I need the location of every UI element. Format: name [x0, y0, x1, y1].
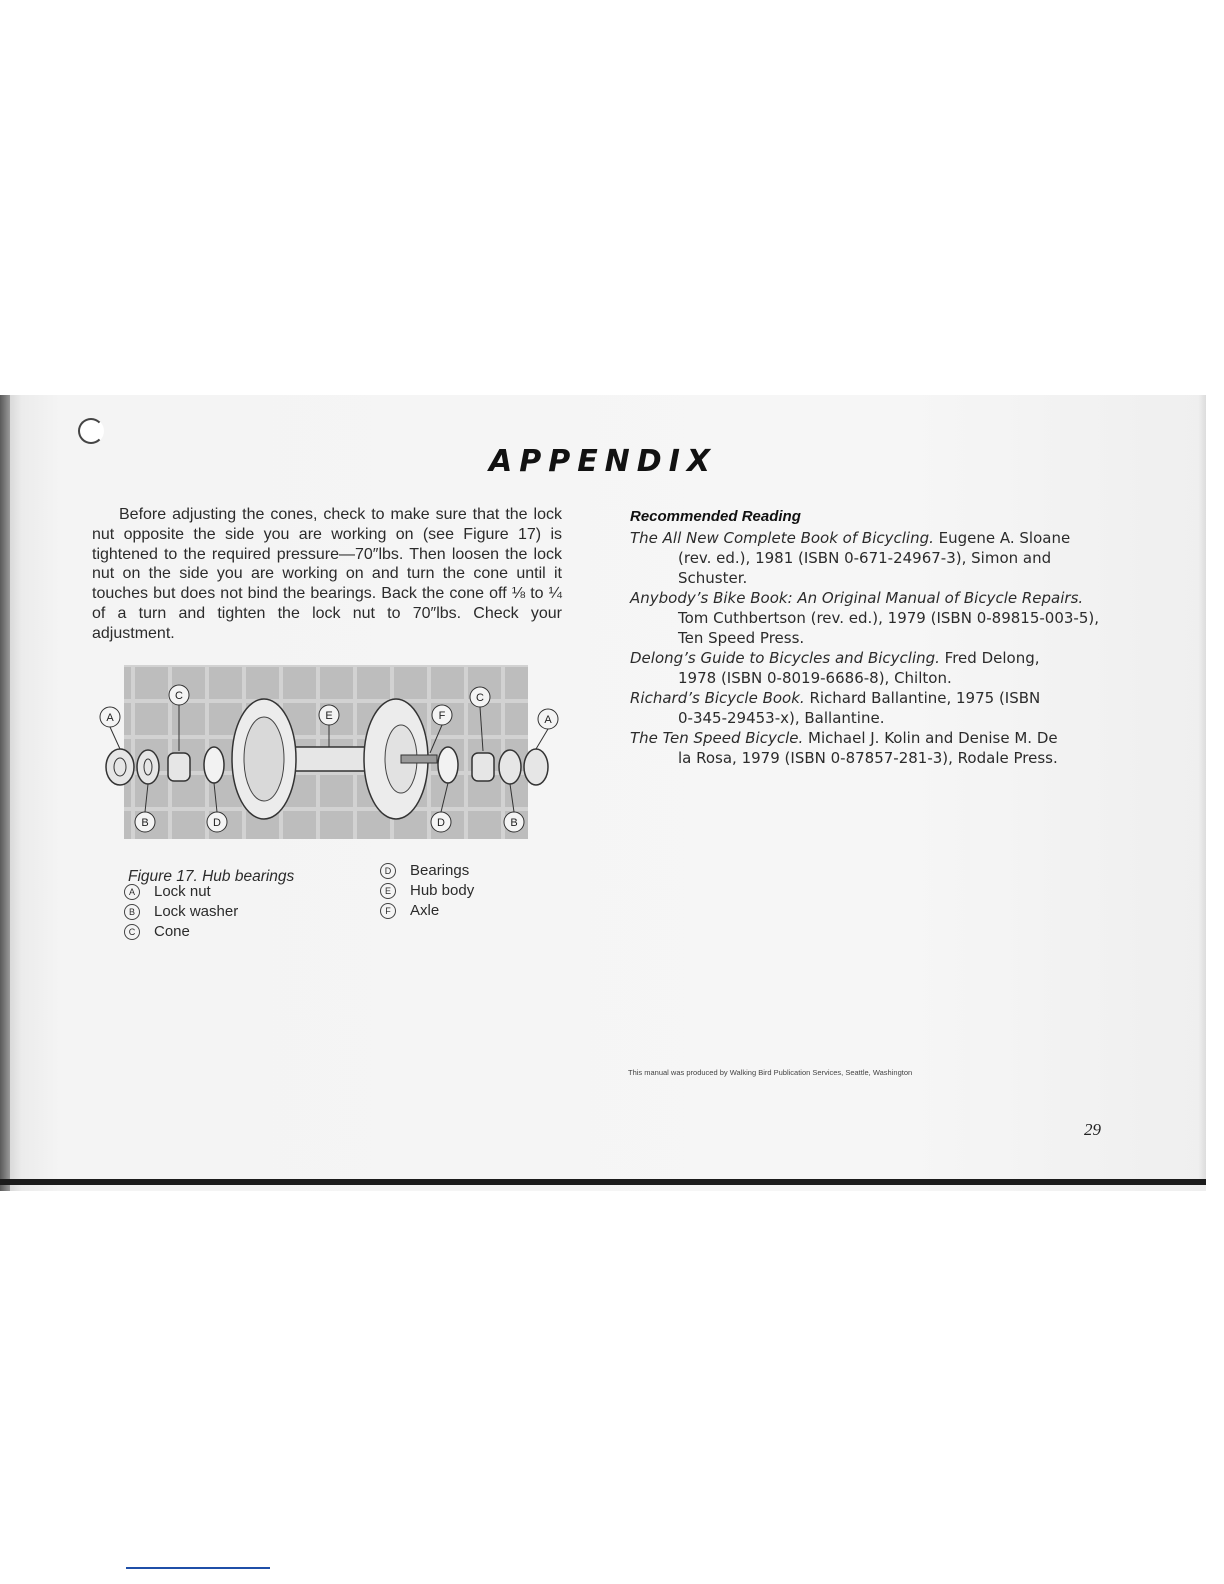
svg-text:D: D	[213, 817, 221, 829]
hub-bearings-diagram	[96, 665, 552, 847]
figure-caption: Figure 17. Hub bearings	[128, 868, 295, 885]
reference-details: (rev. ed.), 1981 (ISBN 0-671-24967-3), Simon and	[678, 549, 1052, 567]
svg-text:B: B	[510, 817, 518, 829]
svg-text:B: B	[141, 817, 149, 829]
lock-washer-left	[137, 750, 159, 784]
reference-author: Fred Delong,	[939, 649, 1040, 667]
reference-item	[630, 728, 1106, 768]
reference-title: Anybody’s Bike Book: An Original Manual of Bicycle Repairs.	[630, 589, 1084, 607]
cone-adjustment-paragraph: Before adjusting the cones, check to make sure that the lock nut opposite the side you are working on (see Figure 17) is tightened to the required pressure—70″lbs. Then loosen the lock nut on the side you are working on and turn the cone until it touches but does not bind the bearings. Back the cone off ⅛ to ¼ of a turn and tighten the lock nut to 70″lbs. Check your adjustment.	[92, 506, 562, 642]
recommended-reading-heading: Recommended Reading	[630, 508, 801, 525]
svg-text:E: E	[325, 710, 333, 722]
legend-letter-e: E	[380, 883, 396, 899]
reference-publisher: Ten Speed Press.	[678, 629, 805, 647]
blue-underline	[126, 1567, 270, 1569]
svg-text:A: A	[106, 712, 114, 724]
bearings-right	[438, 747, 458, 783]
legend-item-cone	[124, 923, 190, 940]
reference-title: The All New Complete Book of Bicycling.	[630, 529, 934, 547]
reference-details: 1978 (ISBN 0-8019-6686-8), Chilton.	[678, 669, 952, 687]
reference-title: Delong’s Guide to Bicycles and Bicycling.	[630, 649, 940, 667]
svg-text:A: A	[544, 714, 552, 726]
callout-a	[100, 707, 120, 749]
reference-title: The Ten Speed Bicycle.	[630, 729, 804, 747]
legend-item-lock-nut	[124, 883, 211, 900]
legend-letter-b: B	[124, 904, 140, 920]
punch-hole	[78, 418, 104, 444]
lock-washer-right	[499, 750, 521, 784]
reference-details: 0-345-29453-x), Ballantine.	[678, 709, 885, 727]
legend-label: Lock washer	[154, 903, 239, 920]
legend-label: Hub body	[410, 882, 475, 899]
cone-right	[472, 753, 494, 781]
page-bottom-edge	[0, 1179, 1206, 1185]
legend-label: Lock nut	[154, 883, 211, 900]
legend-label: Axle	[410, 902, 440, 919]
legend-letter-a: A	[124, 884, 140, 900]
legend-item-hub-body	[380, 882, 474, 899]
legend-item-axle	[380, 902, 439, 919]
binding-edge	[0, 395, 10, 1191]
reference-details: la Rosa, 1979 (ISBN 0-87857-281-3), Rodale Press.	[678, 749, 1058, 767]
lock-nut-right	[524, 749, 548, 785]
svg-text:C: C	[476, 692, 484, 704]
page-right-edge	[1198, 395, 1206, 1185]
reference-author: Richard Ballantine, 1975 (ISBN	[804, 689, 1041, 707]
legend-label: Cone	[154, 923, 190, 940]
reference-item	[630, 588, 1106, 648]
svg-text:D: D	[437, 817, 445, 829]
page-title: APPENDIX	[489, 444, 717, 479]
reference-item	[630, 688, 1106, 728]
legend-letter-c: C	[124, 924, 140, 940]
legend-letter-d: D	[380, 863, 396, 879]
svg-text:C: C	[175, 690, 183, 702]
legend-label: Bearings	[410, 862, 470, 879]
page-number: 29	[1084, 1120, 1101, 1139]
reference-details: Tom Cuthbertson (rev. ed.), 1979 (ISBN 0-89815-003-5),	[678, 609, 1099, 627]
cone-left	[168, 753, 190, 781]
reference-author: Eugene A. Sloane	[933, 529, 1071, 547]
bearings-left	[204, 747, 224, 783]
hub-flange-left	[232, 699, 296, 819]
reference-author: Michael J. Kolin and Denise M. De	[803, 729, 1058, 747]
svg-text:F: F	[438, 710, 446, 722]
reference-title: Richard’s Bicycle Book.	[630, 689, 805, 707]
legend-letter-f: F	[380, 903, 396, 919]
reference-publisher: Schuster.	[678, 569, 748, 587]
reference-item	[630, 648, 1106, 688]
reference-item	[630, 528, 1106, 588]
footer-credit: This manual was produced by Walking Bird Publication Services, Seattle, Washington	[628, 1068, 913, 1077]
legend-item-lock-washer	[124, 903, 238, 920]
lock-nut-left	[106, 749, 134, 785]
legend-item-bearings	[380, 862, 469, 879]
